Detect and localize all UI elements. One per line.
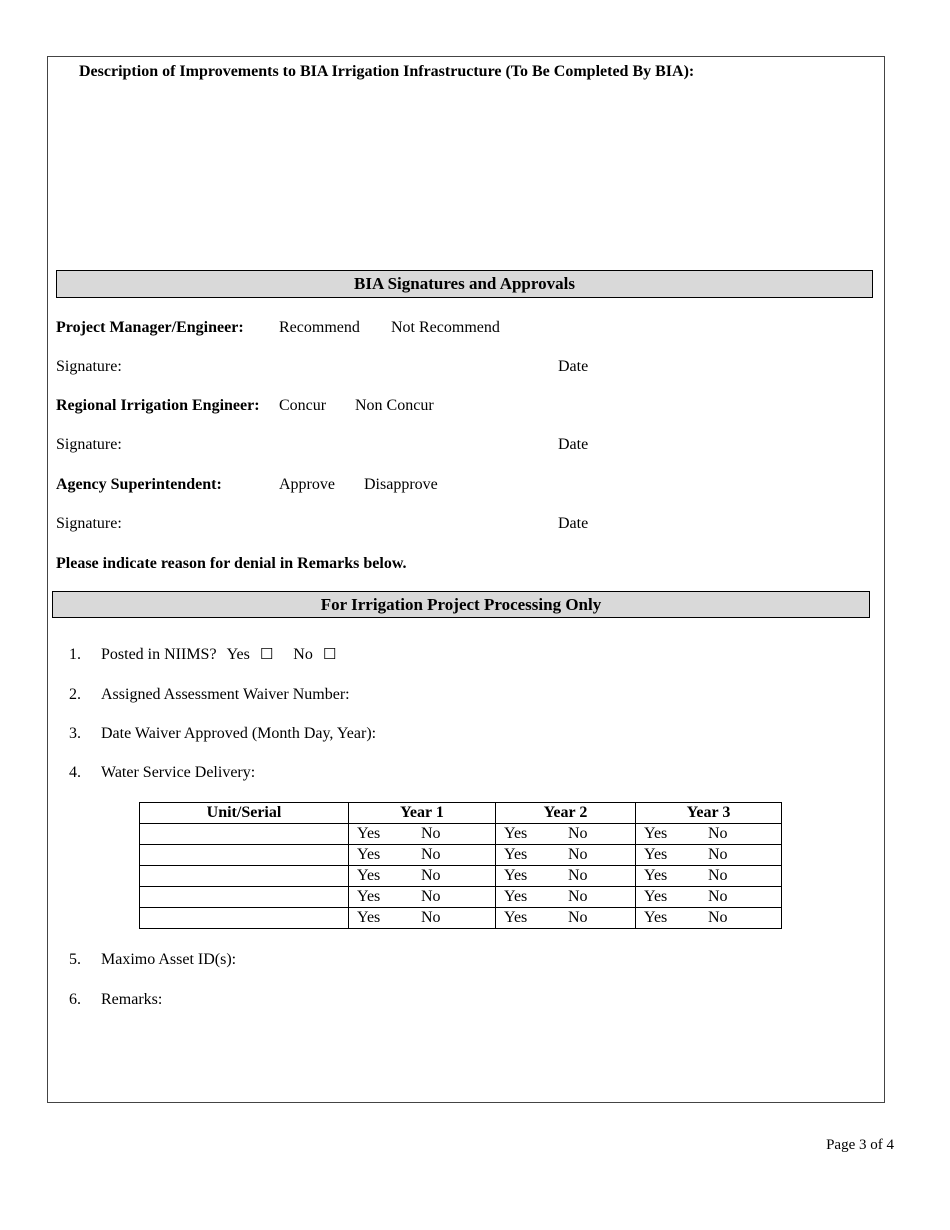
no-option[interactable]: No xyxy=(568,888,588,905)
yes-option[interactable]: Yes xyxy=(644,867,668,884)
item-3-text: Date Waiver Approved (Month Day, Year): xyxy=(101,725,377,742)
year-cell xyxy=(636,887,782,908)
rie-signature-label: Signature: xyxy=(56,436,122,453)
no-option[interactable]: No xyxy=(421,888,441,905)
table-row xyxy=(140,824,782,845)
year-cell xyxy=(636,845,782,866)
year-cell xyxy=(496,887,636,908)
yes-option[interactable]: Yes xyxy=(504,825,528,842)
table-row xyxy=(140,866,782,887)
item-5-text: Maximo Asset ID(s): xyxy=(101,951,237,968)
table-row xyxy=(140,908,782,929)
year-cell xyxy=(349,824,496,845)
item-5-number: 5. xyxy=(69,951,81,968)
yes-option[interactable]: Yes xyxy=(357,888,381,905)
unit-serial-cell[interactable] xyxy=(140,845,349,866)
header-year-2: Year 2 xyxy=(496,803,636,824)
yes-option[interactable]: Yes xyxy=(644,846,668,863)
yes-option[interactable]: Yes xyxy=(504,867,528,884)
year-cell xyxy=(636,908,782,929)
rie-concur-option[interactable]: Concur xyxy=(279,397,327,414)
niims-yes-label: Yes xyxy=(226,646,250,663)
unit-serial-cell[interactable] xyxy=(140,908,349,929)
no-option[interactable]: No xyxy=(708,888,728,905)
rie-date-label: Date xyxy=(558,436,589,453)
rie-label: Regional Irrigation Engineer: xyxy=(56,397,260,414)
yes-option[interactable]: Yes xyxy=(644,909,668,926)
no-option[interactable]: No xyxy=(568,846,588,863)
header-year-1: Year 1 xyxy=(349,803,496,824)
no-option[interactable]: No xyxy=(708,867,728,884)
item-2-number: 2. xyxy=(69,686,81,703)
item-6-number: 6. xyxy=(69,991,81,1008)
year-cell xyxy=(496,866,636,887)
processing-section-header: For Irrigation Project Processing Only xyxy=(52,591,870,618)
as-disapprove-option[interactable]: Disapprove xyxy=(364,476,438,493)
pm-recommend-option[interactable]: Recommend xyxy=(279,319,360,336)
no-option[interactable]: No xyxy=(708,846,728,863)
pm-date-label: Date xyxy=(558,358,589,375)
yes-option[interactable]: Yes xyxy=(357,825,381,842)
form-frame xyxy=(47,56,885,1103)
year-cell xyxy=(636,866,782,887)
yes-option[interactable]: Yes xyxy=(644,825,668,842)
as-signature-label: Signature: xyxy=(56,515,122,532)
no-option[interactable]: No xyxy=(708,825,728,842)
unit-serial-cell[interactable] xyxy=(140,824,349,845)
as-approve-option[interactable]: Approve xyxy=(279,476,335,493)
header-year-3: Year 3 xyxy=(636,803,782,824)
yes-option[interactable]: Yes xyxy=(357,909,381,926)
yes-option[interactable]: Yes xyxy=(504,888,528,905)
yes-option[interactable]: Yes xyxy=(504,846,528,863)
year-cell xyxy=(496,824,636,845)
no-option[interactable]: No xyxy=(708,909,728,926)
item-4-text: Water Service Delivery: xyxy=(101,764,256,781)
signatures-section-header: BIA Signatures and Approvals xyxy=(56,270,873,298)
pm-signature-label: Signature: xyxy=(56,358,122,375)
water-service-delivery-table xyxy=(139,802,782,929)
item-6-text: Remarks: xyxy=(101,991,163,1008)
pm-not-recommend-option[interactable]: Not Recommend xyxy=(391,319,500,336)
yes-option[interactable]: Yes xyxy=(644,888,668,905)
niims-no-label: No xyxy=(293,646,313,663)
yes-option[interactable]: Yes xyxy=(357,846,381,863)
item-1-row xyxy=(101,647,336,663)
as-date-label: Date xyxy=(558,515,589,532)
table-header-row xyxy=(140,803,782,824)
as-label: Agency Superintendent: xyxy=(56,476,222,493)
year-cell xyxy=(636,824,782,845)
no-option[interactable]: No xyxy=(568,867,588,884)
niims-yes-checkbox[interactable]: ☐ xyxy=(259,645,274,663)
year-cell xyxy=(349,845,496,866)
no-option[interactable]: No xyxy=(568,909,588,926)
no-option[interactable]: No xyxy=(568,825,588,842)
year-cell xyxy=(496,845,636,866)
no-option[interactable]: No xyxy=(421,909,441,926)
no-option[interactable]: No xyxy=(421,867,441,884)
year-cell xyxy=(349,887,496,908)
no-option[interactable]: No xyxy=(421,846,441,863)
description-heading: Description of Improvements to BIA Irrigation Infrastructure (To Be Completed By BIA): xyxy=(79,63,695,80)
pm-label: Project Manager/Engineer: xyxy=(56,319,244,336)
table-row xyxy=(140,845,782,866)
item-2-text: Assigned Assessment Waiver Number: xyxy=(101,686,350,703)
niims-no-checkbox[interactable]: ☐ xyxy=(322,645,337,663)
year-cell xyxy=(349,908,496,929)
yes-option[interactable]: Yes xyxy=(504,909,528,926)
unit-serial-cell[interactable] xyxy=(140,887,349,908)
denial-note: Please indicate reason for denial in Remarks below. xyxy=(56,555,407,572)
no-option[interactable]: No xyxy=(421,825,441,842)
item-4-number: 4. xyxy=(69,764,81,781)
rie-non-concur-option[interactable]: Non Concur xyxy=(355,397,434,414)
table-row xyxy=(140,887,782,908)
year-cell xyxy=(349,866,496,887)
item-3-number: 3. xyxy=(69,725,81,742)
year-cell xyxy=(496,908,636,929)
page-number: Page 3 of 4 xyxy=(826,1137,894,1153)
yes-option[interactable]: Yes xyxy=(357,867,381,884)
unit-serial-cell[interactable] xyxy=(140,866,349,887)
header-unit-serial: Unit/Serial xyxy=(140,803,349,824)
item-1-number: 1. xyxy=(69,646,81,663)
item-1-text: Posted in NIIMS? xyxy=(101,646,217,663)
